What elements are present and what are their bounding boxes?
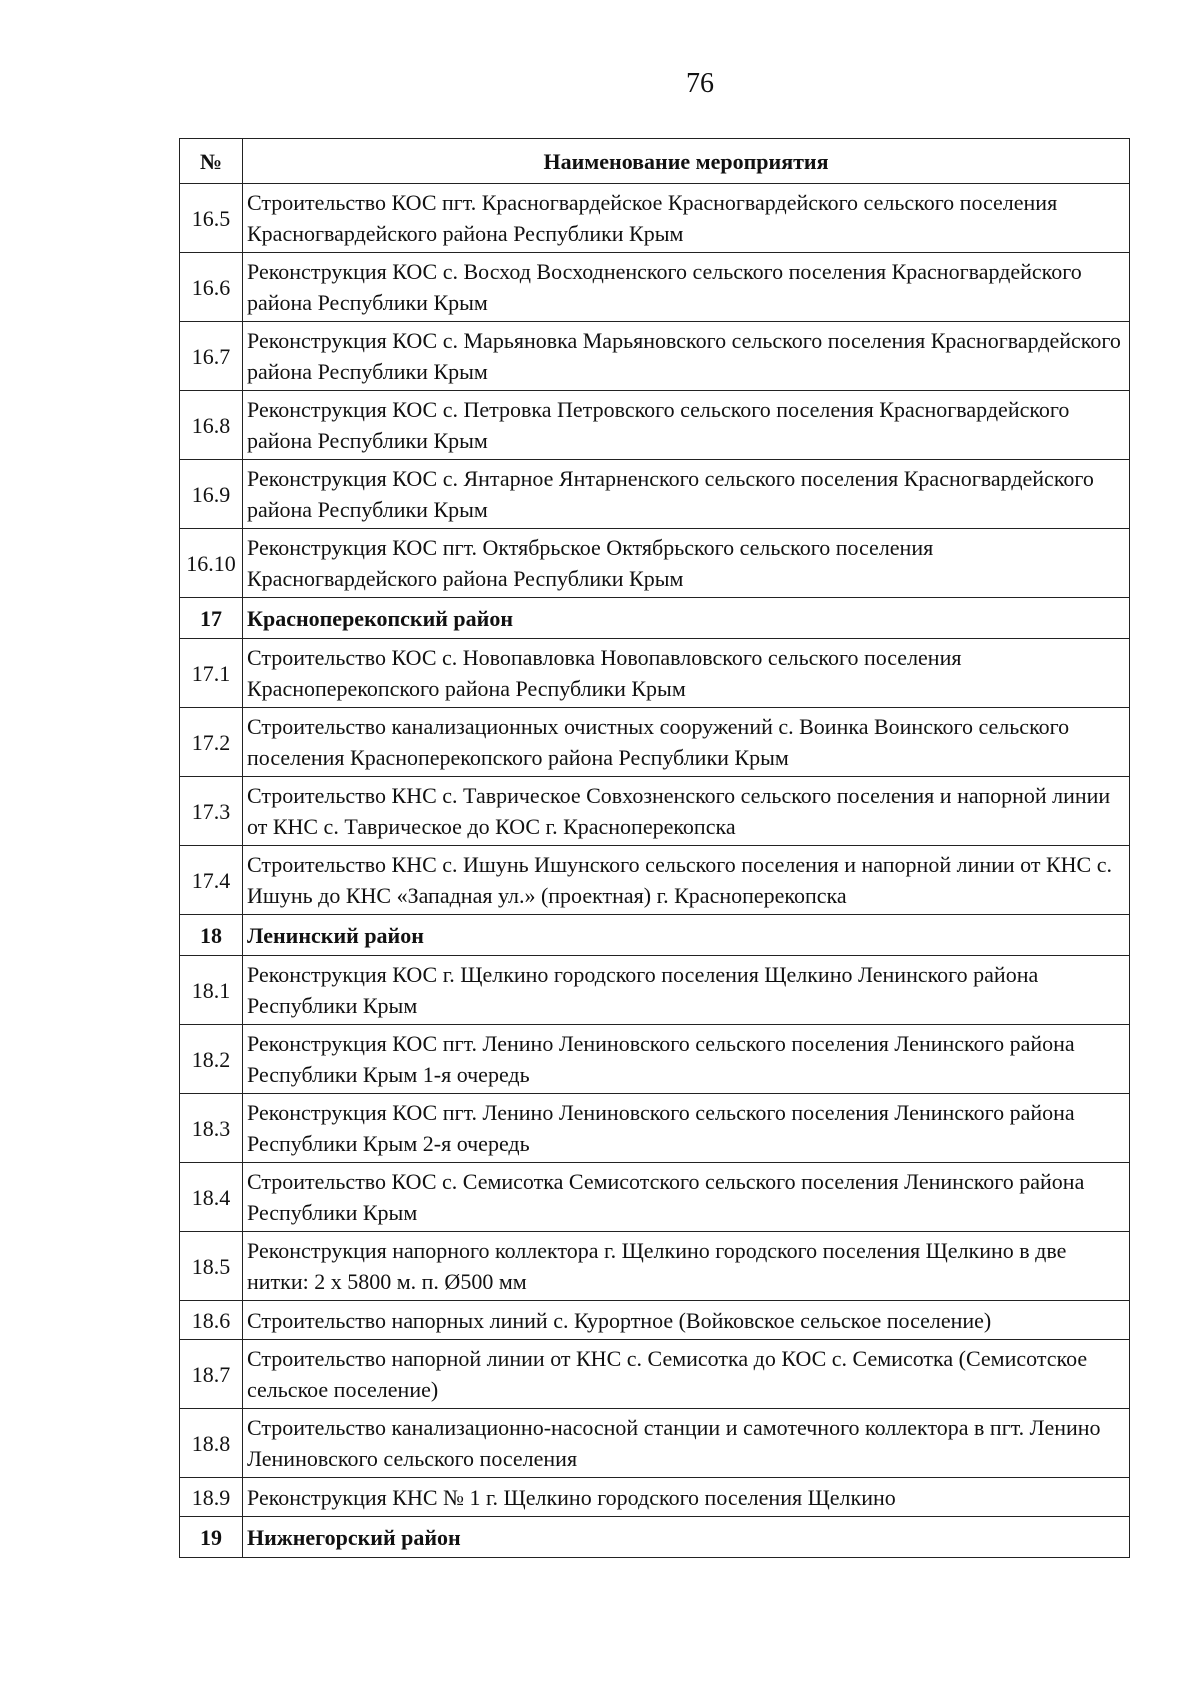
measure-name: Реконструкция КОС пгт. Октябрьское Октябрьского сельского поселения Красногвардейского района Республики Крым [243, 529, 1130, 598]
row-number: 18 [180, 915, 243, 956]
row-number: 18.2 [180, 1025, 243, 1094]
measure-name: Строительство КОС с. Новопавловка Новопавловского сельского поселения Красноперекопского района Республики Крым [243, 639, 1130, 708]
row-number: 18.9 [180, 1478, 243, 1517]
table-row [180, 846, 1130, 915]
table-row [180, 1340, 1130, 1409]
table-row [180, 1232, 1130, 1301]
row-number: 17.1 [180, 639, 243, 708]
table-row [180, 956, 1130, 1025]
table-body [180, 184, 1130, 1558]
measure-name: Строительство КОС пгт. Красногвардейское Красногвардейского сельского поселения Красногвардейского района Республики Крым [243, 184, 1130, 253]
table-row [180, 1478, 1130, 1517]
row-number: 16.7 [180, 322, 243, 391]
row-number: 18.3 [180, 1094, 243, 1163]
measure-name: Реконструкция КОС пгт. Ленино Лениновского сельского поселения Ленинского района Республики Крым 1-я очередь [243, 1025, 1130, 1094]
table-row [180, 1301, 1130, 1340]
table-row [180, 777, 1130, 846]
table-row [180, 253, 1130, 322]
section-row [180, 598, 1130, 639]
name-column-header: Наименование мероприятия [243, 139, 1130, 184]
row-number: 17.4 [180, 846, 243, 915]
section-title: Красноперекопский район [243, 598, 1130, 639]
section-row [180, 1517, 1130, 1558]
row-number: 18.4 [180, 1163, 243, 1232]
table-row [180, 1025, 1130, 1094]
measure-name: Реконструкция КОС г. Щелкино городского поселения Щелкино Ленинского района Республики Крым [243, 956, 1130, 1025]
row-number: 17.2 [180, 708, 243, 777]
row-number: 16.5 [180, 184, 243, 253]
table-row [180, 1409, 1130, 1478]
measure-name: Строительство напорной линии от КНС с. Семисотка до КОС с. Семисотка (Семисотское сельское поселение) [243, 1340, 1130, 1409]
row-number: 16.8 [180, 391, 243, 460]
row-number: 16.10 [180, 529, 243, 598]
row-number: 17 [180, 598, 243, 639]
measure-name: Реконструкция КОС пгт. Ленино Лениновского сельского поселения Ленинского района Республики Крым 2-я очередь [243, 1094, 1130, 1163]
row-number: 18.1 [180, 956, 243, 1025]
measure-name: Строительство КНС с. Таврическое Совхозненского сельского поселения и напорной линии от КНС с. Таврическое до КОС г. Красноперекопска [243, 777, 1130, 846]
measure-name: Строительство КОС с. Семисотка Семисотского сельского поселения Ленинского района Республики Крым [243, 1163, 1130, 1232]
row-number: 18.5 [180, 1232, 243, 1301]
measure-name: Реконструкция напорного коллектора г. Щелкино городского поселения Щелкино в две нитки: 2 х 5800 м. п. Ø500 мм [243, 1232, 1130, 1301]
row-number: 17.3 [180, 777, 243, 846]
measure-name: Реконструкция КНС № 1 г. Щелкино городского поселения Щелкино [243, 1478, 1130, 1517]
section-row [180, 915, 1130, 956]
table-header-row [180, 139, 1130, 184]
measure-name: Реконструкция КОС с. Восход Восходненского сельского поселения Красногвардейского района Республики Крым [243, 253, 1130, 322]
section-title: Ленинский район [243, 915, 1130, 956]
table-row [180, 1163, 1130, 1232]
row-number: 16.6 [180, 253, 243, 322]
table-row [180, 184, 1130, 253]
measure-name: Реконструкция КОС с. Марьяновка Марьяновского сельского поселения Красногвардейского района Республики Крым [243, 322, 1130, 391]
measures-table [179, 138, 1130, 1558]
table-row [180, 639, 1130, 708]
page-number: 76 [686, 68, 714, 99]
row-number: 18.8 [180, 1409, 243, 1478]
row-number: 18.6 [180, 1301, 243, 1340]
measure-name: Строительство напорных линий с. Курортное (Войковское сельское поселение) [243, 1301, 1130, 1340]
number-column-header: № [180, 139, 243, 184]
row-number: 18.7 [180, 1340, 243, 1409]
row-number: 19 [180, 1517, 243, 1558]
section-title: Нижнегорский район [243, 1517, 1130, 1558]
table-row [180, 1094, 1130, 1163]
measure-name: Реконструкция КОС с. Петровка Петровского сельского поселения Красногвардейского района Республики Крым [243, 391, 1130, 460]
table-row [180, 460, 1130, 529]
row-number: 16.9 [180, 460, 243, 529]
table-row [180, 322, 1130, 391]
measure-name: Строительство канализационных очистных сооружений с. Воинка Воинского сельского поселения Красноперекопского района Республики Крым [243, 708, 1130, 777]
table-row [180, 529, 1130, 598]
table-row [180, 391, 1130, 460]
measure-name: Строительство канализационно-насосной станции и самотечного коллектора в пгт. Ленино Лениновского сельского поселения [243, 1409, 1130, 1478]
measure-name: Реконструкция КОС с. Янтарное Янтарненского сельского поселения Красногвардейского района Республики Крым [243, 460, 1130, 529]
table-row [180, 708, 1130, 777]
measure-name: Строительство КНС с. Ишунь Ишунского сельского поселения и напорной линии от КНС с. Ишунь до КНС «Западная ул.» (проектная) г. Красноперекопска [243, 846, 1130, 915]
